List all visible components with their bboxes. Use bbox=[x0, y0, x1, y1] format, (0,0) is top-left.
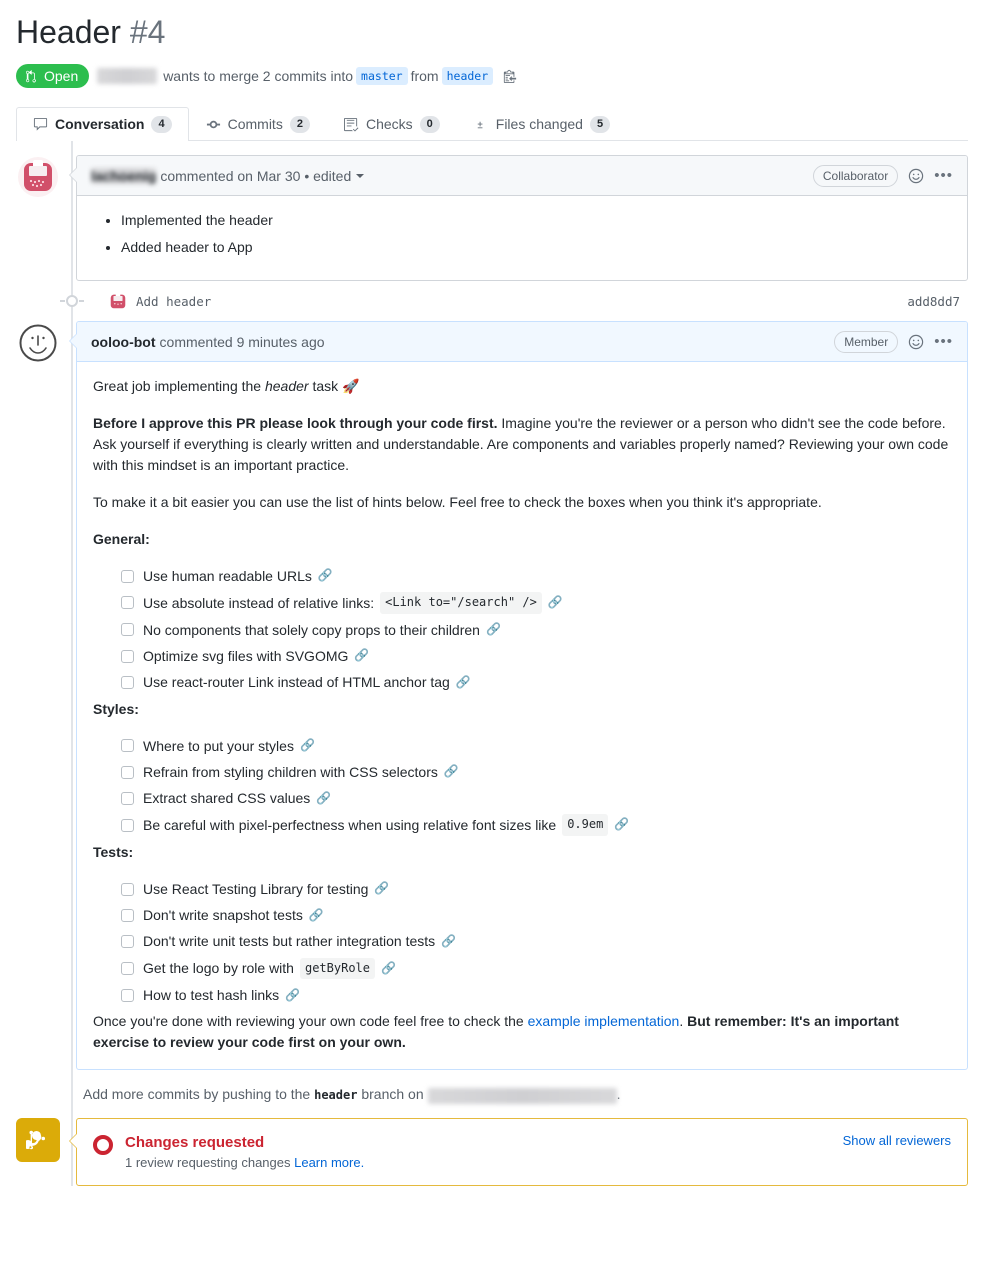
checklist-item-label: Be careful with pixel-perfectness when using relative font sizes like bbox=[143, 817, 557, 834]
link-icon[interactable]: 🔗 bbox=[317, 568, 333, 583]
git-branch-icon bbox=[16, 1118, 60, 1162]
checklist-item-label: Don't write snapshot tests bbox=[143, 907, 303, 924]
review-status-text bbox=[125, 1133, 364, 1171]
checkbox[interactable] bbox=[121, 650, 134, 663]
link-icon[interactable]: 🔗 bbox=[374, 881, 390, 896]
review-bold-lead: Before I approve this PR please look through your code first. bbox=[93, 415, 498, 431]
section-title-tests: Tests: bbox=[93, 843, 134, 860]
bot-intro-paragraph bbox=[93, 376, 951, 397]
link-icon[interactable]: 🔗 bbox=[308, 907, 324, 922]
user-avatar-icon bbox=[16, 155, 60, 199]
checklist-item-label: Don't write unit tests but rather integration tests bbox=[143, 933, 436, 950]
link-icon[interactable]: 🔗 bbox=[441, 933, 457, 948]
checklist-tests bbox=[93, 879, 951, 1006]
bot-hints-paragraph: To make it a bit easier you can use the list of hints below. Feel free to check the boxes when you think it's appropriate. bbox=[93, 494, 822, 510]
pr-subhead bbox=[16, 62, 968, 90]
pr-author-redacted[interactable] bbox=[97, 68, 157, 84]
comment-body bbox=[77, 362, 967, 1069]
smiley-glyph bbox=[908, 168, 924, 184]
link-icon[interactable]: 🔗 bbox=[547, 595, 563, 610]
bot-closing-paragraph bbox=[93, 1011, 951, 1053]
commit-icon bbox=[206, 117, 221, 132]
merge-status-section bbox=[16, 1118, 968, 1186]
bot-avatar-icon bbox=[16, 321, 60, 365]
checklist-item-label: Where to put your styles bbox=[143, 737, 294, 754]
push-note-branch: header bbox=[314, 1088, 358, 1103]
comment-header-actions bbox=[834, 331, 953, 353]
checklist-item-label: Get the logo by role with bbox=[143, 960, 294, 977]
checklist-item-label: Use human readable URLs bbox=[143, 568, 312, 584]
checklist-item bbox=[121, 879, 951, 899]
checklist-item-label: Use absolute instead of relative links: bbox=[143, 594, 375, 611]
kebab-icon[interactable]: ••• bbox=[934, 333, 953, 350]
checkbox[interactable] bbox=[121, 792, 134, 805]
checklist-styles bbox=[93, 736, 951, 836]
checklist-item bbox=[121, 958, 951, 979]
checkbox[interactable] bbox=[121, 989, 134, 1002]
comment-body bbox=[77, 196, 967, 280]
link-icon[interactable]: 🔗 bbox=[285, 987, 301, 1002]
tab-files-changed[interactable] bbox=[457, 107, 627, 141]
tab-commits-count: 2 bbox=[290, 116, 310, 133]
commit-content bbox=[108, 291, 968, 311]
link-icon[interactable]: 🔗 bbox=[354, 648, 370, 663]
link-icon[interactable]: 🔗 bbox=[443, 764, 459, 779]
checklist-item bbox=[121, 814, 951, 835]
link-icon[interactable]: 🔗 bbox=[485, 622, 501, 637]
comment-box bbox=[76, 321, 968, 1070]
timeline-item-bot-comment bbox=[16, 321, 968, 1070]
tab-conversation-count: 4 bbox=[151, 116, 171, 133]
page-title bbox=[16, 0, 968, 52]
checkbox[interactable] bbox=[121, 623, 134, 636]
push-note bbox=[83, 1070, 968, 1117]
review-rest: Imagine you're the reviewer or a person who didn't see the code before. Ask yourself if everything is clearly written and understandable. Are components and variables properly named? Reviewing your own code with this mindset is an important practice. bbox=[93, 415, 949, 473]
comment-header bbox=[77, 156, 967, 196]
checklist-icon bbox=[344, 117, 359, 132]
list-item: • Added header to App bbox=[121, 237, 951, 258]
checklist-item bbox=[121, 931, 951, 951]
checklist-item bbox=[121, 566, 951, 586]
checklist-item-label: Use React Testing Library for testing bbox=[143, 880, 369, 897]
tab-files-changed-label: Files changed bbox=[495, 115, 583, 132]
git-branch-glyph bbox=[26, 1128, 50, 1152]
chevron-down-icon[interactable] bbox=[356, 174, 364, 178]
tab-commits[interactable] bbox=[189, 107, 327, 141]
smiley-icon[interactable] bbox=[908, 334, 924, 350]
link-icon[interactable]: 🔗 bbox=[614, 817, 630, 832]
push-note-post: . bbox=[616, 1086, 621, 1103]
diff-icon bbox=[474, 117, 489, 132]
comment-timestamp: commented 9 minutes ago bbox=[159, 333, 325, 350]
checkbox[interactable] bbox=[121, 739, 134, 752]
checkbox[interactable] bbox=[121, 596, 134, 609]
checkbox[interactable] bbox=[121, 909, 134, 922]
status-badge bbox=[16, 64, 89, 88]
checkbox[interactable] bbox=[121, 766, 134, 779]
intro-emphasis: header bbox=[264, 378, 309, 394]
checklist-item bbox=[121, 788, 951, 808]
checklist-item bbox=[121, 985, 951, 1005]
timeline-node-icon bbox=[66, 295, 78, 307]
link-icon[interactable]: 🔗 bbox=[381, 960, 396, 975]
timeline-item-commit bbox=[16, 281, 968, 321]
list-item: • Implemented the header bbox=[121, 210, 951, 231]
smiley-glyph bbox=[908, 334, 924, 350]
tab-files-changed-count: 5 bbox=[590, 116, 610, 133]
show-all-reviewers-link[interactable]: Show all reviewers bbox=[842, 1132, 951, 1148]
checkbox[interactable] bbox=[121, 819, 134, 832]
association-badge: Collaborator bbox=[813, 165, 898, 187]
comment-author[interactable]: ooloo-bot bbox=[91, 333, 156, 350]
commit-sha[interactable]: add8dd7 bbox=[907, 293, 960, 309]
checklist-item-code: getByRole bbox=[300, 958, 375, 979]
comment-author-redacted[interactable]: lachoenig bbox=[91, 167, 157, 184]
intro-post: task 🚀 bbox=[308, 378, 360, 394]
avatar[interactable] bbox=[16, 155, 60, 199]
checklist-item-label: Refrain from styling children with CSS selectors bbox=[143, 763, 438, 780]
commit-author-avatar[interactable] bbox=[108, 291, 128, 311]
tab-checks[interactable] bbox=[327, 107, 457, 141]
tab-checks-count: 0 bbox=[420, 116, 440, 133]
checkbox[interactable] bbox=[121, 935, 134, 948]
checklist-item bbox=[121, 905, 951, 925]
checklist-item-code: <Link to="/search" /> bbox=[380, 592, 542, 613]
checklist-item-label: Use react-router Link instead of HTML anchor tag bbox=[143, 674, 450, 691]
checklist-item-label: How to test hash links bbox=[143, 987, 280, 1004]
checklist-item bbox=[121, 592, 951, 613]
checkbox[interactable] bbox=[121, 676, 134, 689]
review-status-subtitle bbox=[125, 1155, 364, 1170]
timeline bbox=[16, 141, 968, 1186]
smiley-icon[interactable] bbox=[908, 168, 924, 184]
from-label: from bbox=[410, 68, 439, 84]
clipboard-copy-icon[interactable] bbox=[503, 69, 517, 83]
comment-header bbox=[77, 322, 967, 362]
avatar[interactable] bbox=[16, 321, 60, 365]
changes-requested-icon bbox=[93, 1135, 113, 1155]
checklist-general bbox=[93, 566, 951, 693]
review-status-title: Changes requested bbox=[125, 1133, 265, 1151]
link-icon[interactable]: 🔗 bbox=[455, 674, 471, 689]
checklist-item bbox=[121, 762, 951, 782]
checkbox[interactable] bbox=[121, 962, 134, 975]
tab-checks-label: Checks bbox=[365, 115, 413, 132]
comment-box bbox=[76, 155, 968, 281]
user-avatar-icon bbox=[108, 291, 128, 311]
tab-conversation-label: Conversation bbox=[55, 115, 145, 132]
head-branch-chip[interactable]: header bbox=[442, 67, 494, 85]
tab-commits-label: Commits bbox=[227, 115, 283, 132]
pr-title-text: Header bbox=[16, 14, 121, 50]
checklist-item-label: Optimize svg files with SVGOMG bbox=[143, 647, 349, 664]
checklist-item-label: Extract shared CSS values bbox=[143, 790, 311, 807]
pull-request-icon bbox=[26, 70, 39, 83]
base-branch-chip[interactable]: master bbox=[356, 67, 408, 85]
association-badge: Member bbox=[834, 331, 898, 353]
review-status-line bbox=[93, 1133, 951, 1171]
link-icon[interactable]: 🔗 bbox=[316, 790, 332, 805]
checklist-item bbox=[121, 620, 951, 640]
timeline-item-comment bbox=[16, 155, 968, 281]
checklist-item bbox=[121, 646, 951, 666]
comment-timestamp: commented on Mar 30 • edited bbox=[160, 167, 352, 184]
merge-description: wants to merge 2 commits into bbox=[163, 68, 354, 84]
checklist-item bbox=[121, 672, 951, 692]
merge-status-box bbox=[76, 1118, 968, 1186]
section-title-styles: Styles: bbox=[93, 700, 139, 717]
clipboard-glyph bbox=[503, 69, 517, 83]
status-badge-label: Open bbox=[44, 68, 79, 84]
closing-pre: Once you're done with reviewing your own code feel free to check the bbox=[93, 1013, 528, 1030]
comment-header-actions bbox=[813, 165, 953, 187]
closing-bold: But remember: It's an important exercise to review your code first on your own. bbox=[93, 1013, 899, 1051]
kebab-icon[interactable]: ••• bbox=[934, 167, 953, 184]
checkbox[interactable] bbox=[121, 570, 134, 583]
bot-review-paragraph bbox=[93, 413, 951, 476]
commit-message[interactable]: Add header bbox=[136, 293, 212, 309]
closing-mid: . bbox=[679, 1013, 688, 1030]
checklist-item bbox=[121, 736, 951, 756]
link-icon[interactable]: 🔗 bbox=[299, 738, 315, 753]
checkbox[interactable] bbox=[121, 883, 134, 896]
example-implementation-link[interactable]: example implementation bbox=[527, 1013, 680, 1030]
section-title-general: General: bbox=[93, 531, 150, 547]
checklist-item-code: 0.9em bbox=[562, 814, 608, 835]
learn-more-link[interactable]: Learn more. bbox=[294, 1155, 365, 1171]
comment-icon bbox=[33, 117, 48, 132]
review-subtitle-pre: 1 review requesting changes bbox=[125, 1155, 295, 1171]
intro-pre: Great job implementing the bbox=[93, 378, 265, 394]
push-note-mid: branch on bbox=[357, 1086, 428, 1103]
push-note-pre: Add more commits by pushing to the bbox=[83, 1086, 315, 1103]
push-note-repo-redacted[interactable] bbox=[428, 1088, 617, 1104]
tab-navigation bbox=[16, 106, 968, 141]
pr-number: #4 bbox=[129, 14, 166, 50]
checklist-item-label: No components that solely copy props to their children bbox=[143, 621, 480, 638]
comment-bullet-list bbox=[93, 210, 951, 258]
tab-conversation[interactable] bbox=[16, 107, 189, 141]
